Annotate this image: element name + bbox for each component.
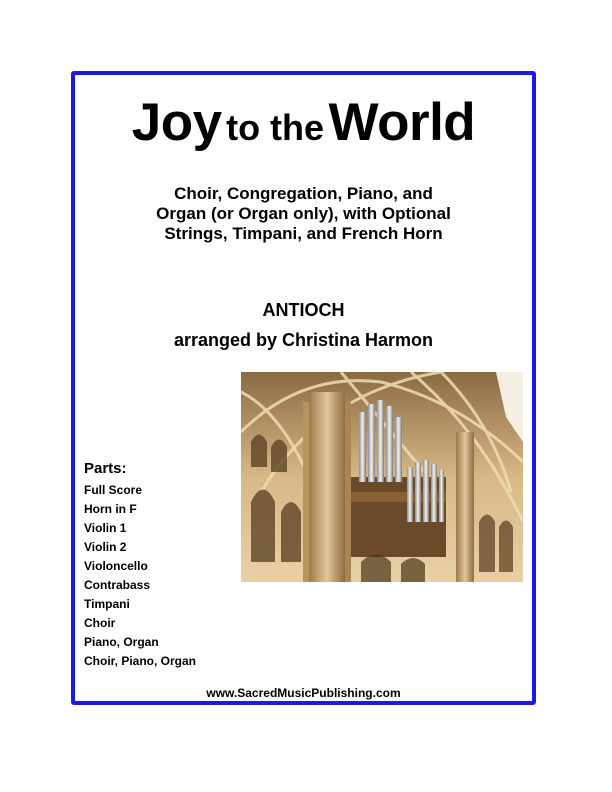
part-item: Full Score — [84, 483, 143, 497]
tune-name: ANTIOCH — [262, 300, 345, 320]
part-item: Choir, Piano, Organ — [84, 654, 197, 668]
instrumentation-subtitle — [71, 184, 536, 244]
cathedral-organ-illustration — [241, 372, 523, 582]
part-item: Choir — [84, 616, 116, 630]
subtitle-line: Choir, Congregation, Piano, and — [174, 184, 433, 203]
publisher-website: www.SacredMusicPublishing.com — [206, 686, 401, 700]
cathedral-organ-photo — [241, 372, 523, 582]
subtitle-line: Organ (or Organ only), with Optional — [156, 204, 451, 223]
part-item: Contrabass — [84, 578, 151, 592]
part-item: Horn in F — [84, 502, 137, 516]
part-item: Piano, Organ — [84, 635, 159, 649]
subtitle-line: Strings, Timpani, and French Horn — [164, 224, 443, 243]
title-word-world: World — [328, 93, 476, 152]
cover-title — [71, 93, 536, 152]
part-item: Violoncello — [84, 559, 148, 573]
part-item: Timpani — [84, 597, 130, 611]
parts-list — [84, 481, 196, 671]
parts-heading: Parts: — [84, 460, 127, 477]
part-item: Violin 2 — [84, 540, 127, 554]
title-word-joy: Joy — [131, 93, 222, 152]
title-word-to-the: to the — [226, 107, 325, 148]
part-item: Violin 1 — [84, 521, 127, 535]
arranger-credit: arranged by Christina Harmon — [173, 330, 434, 350]
